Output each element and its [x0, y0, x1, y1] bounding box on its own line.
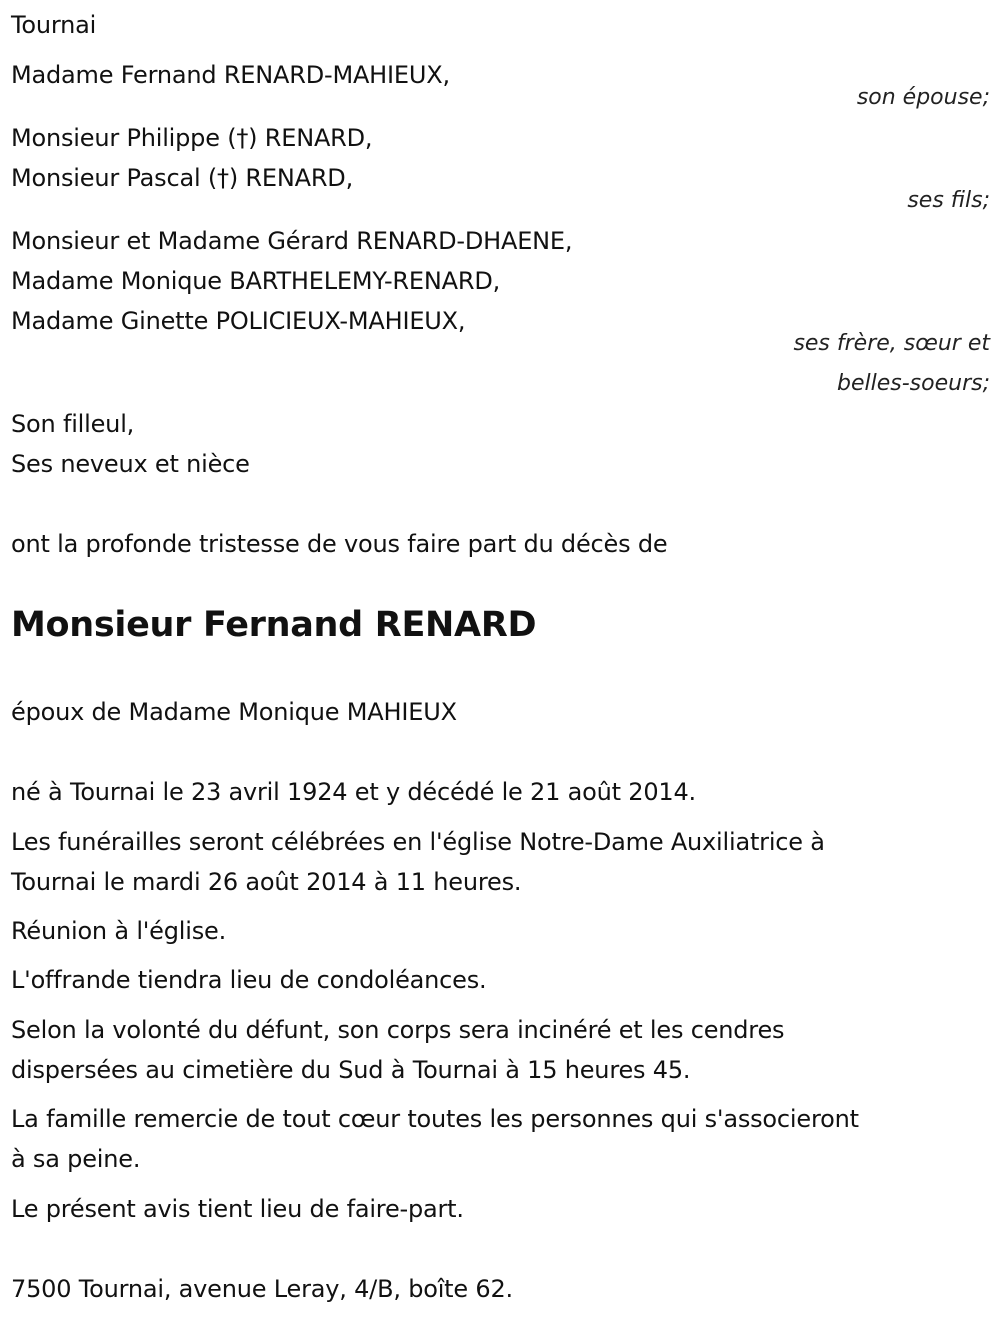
- spouse-name: Madame Fernand RENARD-MAHIEUX,: [11, 61, 450, 89]
- son-name: Monsieur Pascal (†) RENARD,: [11, 164, 354, 192]
- detail-meeting: Réunion à l'église.: [11, 917, 227, 945]
- detail-funeral: Tournai le mardi 26 août 2014 à 11 heures.: [11, 868, 522, 896]
- detail-thanks: à sa peine.: [11, 1145, 141, 1173]
- detail-cremation: Selon la volonté du défunt, son corps sera incinéré et les cendres: [11, 1016, 785, 1044]
- detail-thanks: La famille remercie de tout cœur toutes les personnes qui s'associeront: [11, 1105, 859, 1133]
- detail-notice: Le présent avis tient lieu de faire-part.: [11, 1195, 464, 1223]
- siblings-relation: ses frère, sœur et: [793, 331, 990, 356]
- sibling-name: Madame Ginette POLICIEUX-MAHIEUX,: [11, 307, 466, 335]
- deceased-spouse: époux de Madame Monique MAHIEUX: [11, 698, 457, 726]
- detail-cremation: dispersées au cimetière du Sud à Tournai à 15 heures 45.: [11, 1056, 691, 1084]
- other-relative: Ses neveux et nièce: [11, 450, 250, 478]
- sons-relation: ses fils;: [907, 188, 990, 213]
- detail-birth-death: né à Tournai le 23 avril 1924 et y décédé le 21 août 2014.: [11, 778, 696, 806]
- siblings-relation: belles-soeurs;: [837, 371, 990, 396]
- sibling-name: Madame Monique BARTHELEMY-RENARD,: [11, 267, 501, 295]
- other-relative: Son filleul,: [11, 410, 135, 438]
- detail-funeral: Les funérailles seront célébrées en l'église Notre-Dame Auxiliatrice à: [11, 828, 825, 856]
- sibling-name: Monsieur et Madame Gérard RENARD-DHAENE,: [11, 227, 573, 255]
- spouse-relation: son épouse;: [856, 85, 990, 110]
- city: Tournai: [11, 11, 97, 39]
- announcement: ont la profonde tristesse de vous faire part du décès de: [11, 530, 668, 558]
- detail-offering: L'offrande tiendra lieu de condoléances.: [11, 966, 487, 994]
- address: 7500 Tournai, avenue Leray, 4/B, boîte 62.: [11, 1275, 513, 1303]
- deceased-name: Monsieur Fernand RENARD: [11, 605, 537, 645]
- son-name: Monsieur Philippe (†) RENARD,: [11, 124, 373, 152]
